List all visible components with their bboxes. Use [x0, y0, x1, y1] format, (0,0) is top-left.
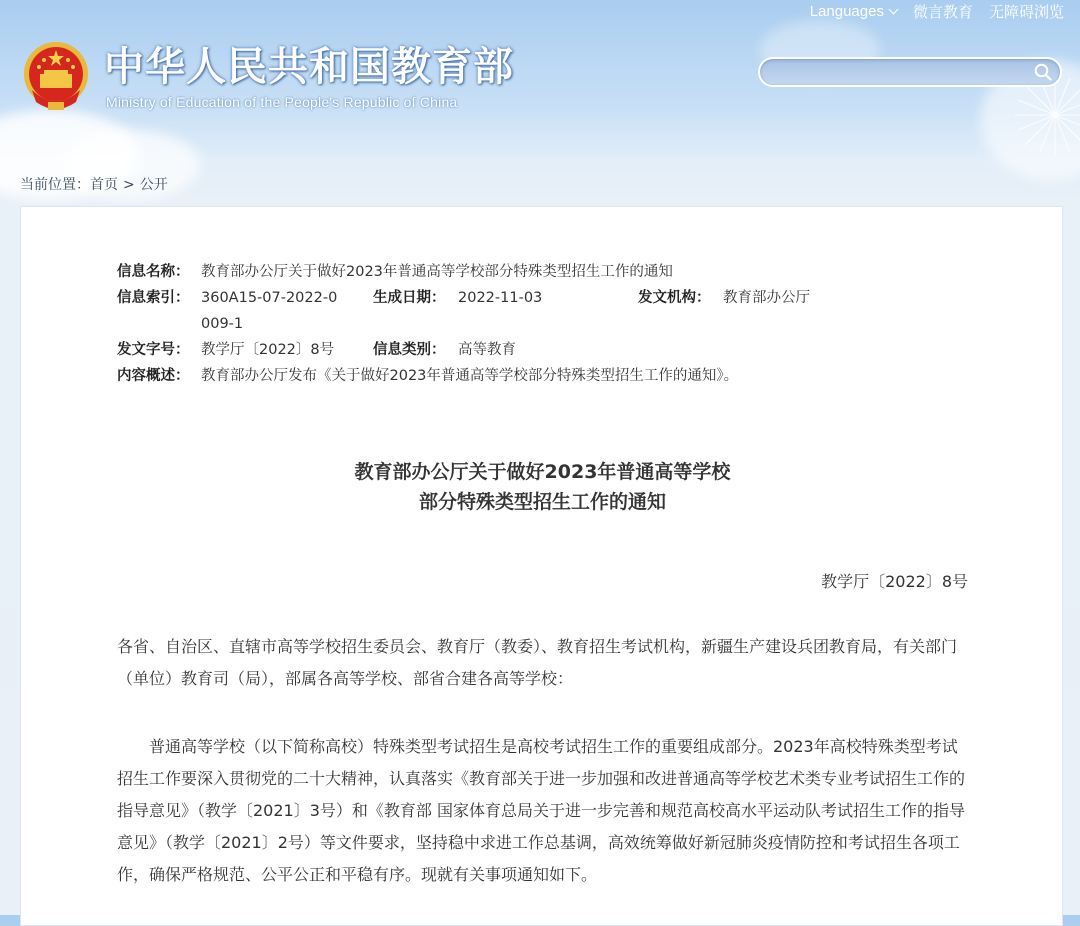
languages-label: Languages — [809, 2, 884, 20]
meta-name-label: 信息名称： — [117, 264, 190, 280]
meta-category-value: 高等教育 — [458, 342, 516, 358]
search-input[interactable] — [774, 61, 1028, 85]
chevron-down-icon — [889, 4, 899, 14]
meta-docno-value: 教学厅〔2022〕8号 — [201, 342, 335, 358]
meta-summary-value: 教育部办公厅发布《关于做好2023年普通高等学校部分特殊类型招生工作的通知》。 — [201, 368, 739, 384]
document-metadata — [117, 259, 937, 389]
document-title-line1: 教育部办公厅关于做好2023年普通高等学校 — [354, 461, 731, 483]
breadcrumb-home-link[interactable]: 首页 — [90, 177, 118, 193]
meta-org-value: 教育部办公厅 — [723, 290, 810, 306]
meta-row-name — [117, 259, 937, 285]
meta-docno-label: 发文字号： — [117, 342, 190, 358]
meta-row-docno — [117, 337, 937, 363]
document-body-paragraph: 普通高等学校（以下简称高校）特殊类型考试招生是高校考试招生工作的重要组成部分。2023年高校特殊类型考试招生工作要深入贯彻党的二十大精神，认真落实《教育部关于进一步加强和改进普通高等学校艺术类专业考试招生工作的指导意见》（教学〔2021〕3号）和《教育部 国家体育总局关于进一步完善和规范高校高水平运动队考试招生工作的指导意见》（教学〔2021〕2号）等文件要求，坚持稳中求进工作总基调，高效统筹做好新冠肺炎疫情防控和考试招生各项工作，确保严格规范、公平公正和平稳有序。现就有关事项通知如下。 — [117, 737, 966, 884]
accessibility-link[interactable]: 无障碍浏览 — [988, 3, 1064, 21]
meta-index-value: 360A15-07-2022-0009-1 — [201, 290, 338, 332]
meta-index-label: 信息索引： — [117, 290, 190, 306]
breadcrumb-prefix: 当前位置： — [20, 177, 90, 193]
meta-category-label: 信息类别： — [373, 342, 446, 358]
site-title-english: Ministry of Education of the People's Republic of China — [106, 94, 458, 110]
document-number: 教学厅〔2022〕8号 — [821, 572, 968, 591]
site-title-chinese: 中华人民共和国教育部 — [104, 44, 514, 90]
meta-org-label: 发文机构： — [638, 290, 711, 306]
search-box — [758, 57, 1062, 87]
weiyan-education-link[interactable]: 微言教育 — [912, 3, 973, 21]
breadcrumb — [20, 174, 168, 194]
top-links-bar — [810, 0, 1064, 22]
meta-row-index — [117, 285, 937, 337]
breadcrumb-separator: > — [123, 177, 135, 193]
languages-dropdown[interactable] — [810, 3, 897, 20]
search-icon[interactable] — [1034, 63, 1052, 81]
meta-row-summary — [117, 363, 937, 389]
document-addressees-paragraph: 各省、自治区、直辖市高等学校招生委员会、教育厅（教委）、教育招生考试机构，新疆生产建设兵团教育局，有关部门（单位）教育司（局），部属各高等学校、部省合建各高等学校： — [117, 637, 958, 688]
meta-date-value: 2022-11-03 — [458, 290, 543, 306]
document-title — [21, 457, 1064, 517]
meta-name-value: 教育部办公厅关于做好2023年普通高等学校部分特殊类型招生工作的通知 — [201, 264, 673, 280]
meta-summary-label: 内容概述： — [117, 368, 190, 384]
document-title-line2: 部分特殊类型招生工作的通知 — [418, 491, 666, 513]
breadcrumb-current-link[interactable]: 公开 — [139, 177, 168, 193]
meta-date-label: 生成日期： — [373, 290, 446, 306]
national-emblem-icon — [22, 40, 90, 112]
content-card — [20, 206, 1063, 926]
